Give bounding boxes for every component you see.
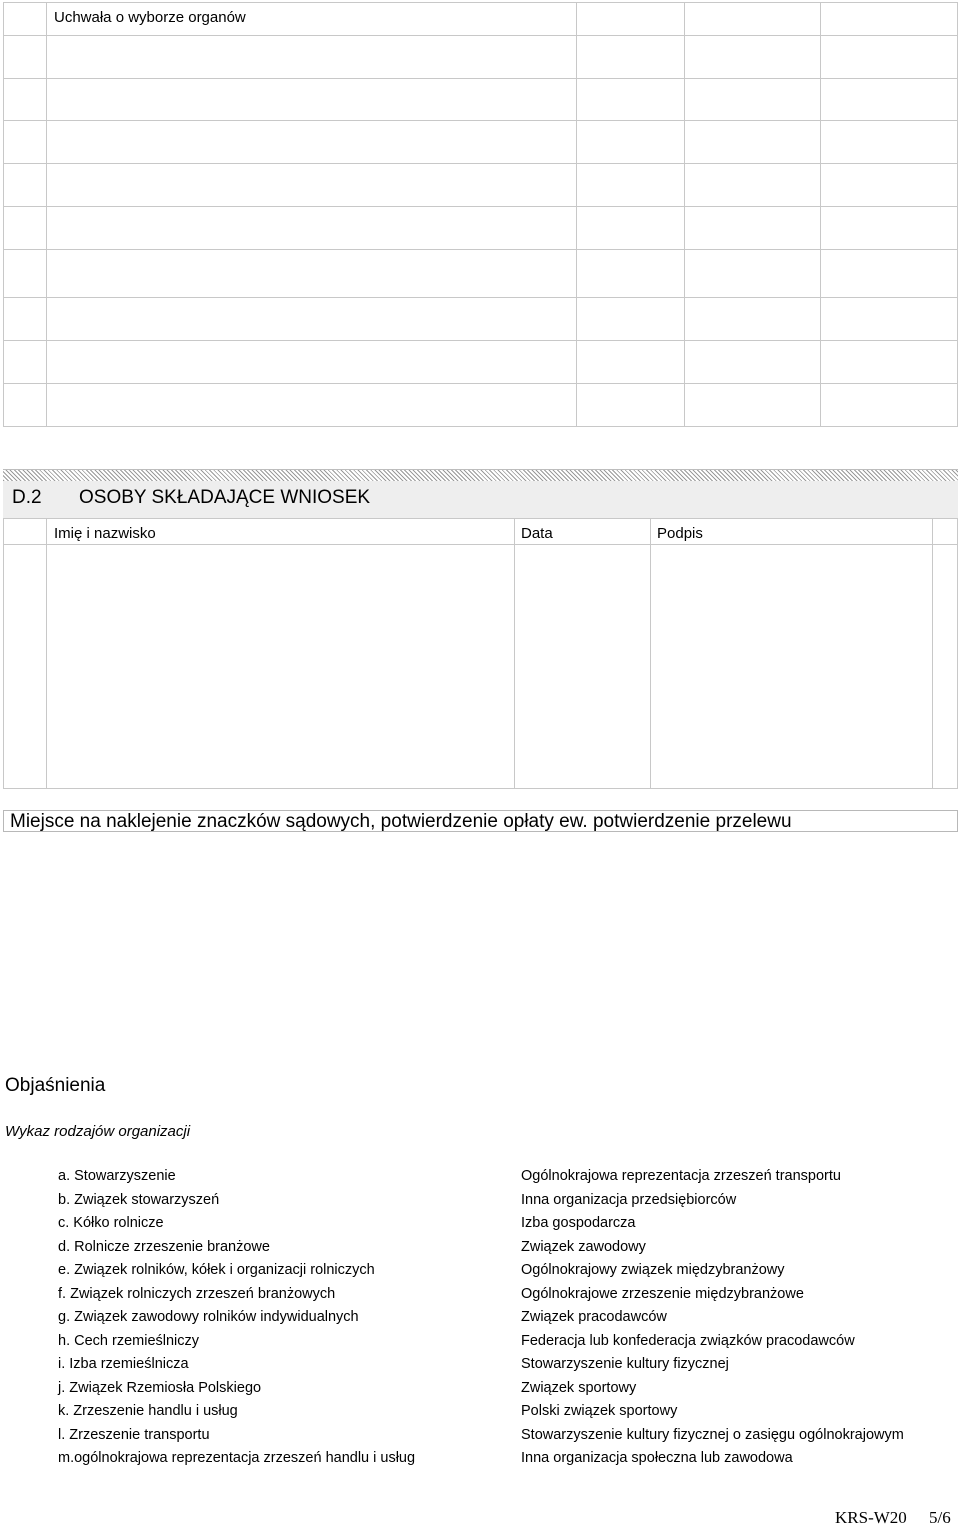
list-item: f. Związek rolniczych zrzeszeń branżowych: [58, 1285, 336, 1302]
applicant-name-field[interactable]: [47, 545, 513, 788]
list-item: h. Cech rzemieślniczy: [58, 1332, 200, 1349]
list-item: c. Kółko rolnicze: [58, 1215, 164, 1231]
resolution-table-row[interactable]: [3, 249, 958, 250]
organization-types-left-list: [58, 1165, 415, 1471]
list-item: m.ogólnokrajowa reprezentacja zrzeszeń handlu i usług: [58, 1450, 416, 1466]
list-item: Związek zawodowy: [521, 1238, 646, 1255]
list-item: Izba gospodarcza: [521, 1215, 636, 1231]
form-code: KRS-W20: [835, 1508, 907, 1527]
list-item: Stowarzyszenie kultury fizycznej o zasięgu ogólnokrajowym: [521, 1426, 904, 1443]
resolution-table-row[interactable]: [3, 206, 958, 207]
list-item: l. Zrzeszenie transportu: [58, 1426, 210, 1443]
organization-types-right-list: [521, 1165, 904, 1471]
column-signature: Podpis: [657, 525, 703, 542]
explanations-heading: Objaśnienia: [5, 1075, 106, 1096]
resolution-table: [3, 2, 958, 427]
list-item: g. Związek zawodowy rolników indywidualnych: [58, 1309, 359, 1325]
resolution-table-divider: [684, 2, 685, 427]
organization-types-subheading: Wykaz rodzajów organizacji: [5, 1123, 191, 1140]
section-d2-number: D.2: [12, 487, 42, 508]
resolution-table-divider: [46, 2, 47, 427]
list-item: Polski związek sportowy: [521, 1403, 678, 1419]
applicant-signature-field[interactable]: [651, 545, 931, 788]
list-item: Federacja lub konfederacja związków pracodawców: [521, 1332, 855, 1349]
resolution-table-row[interactable]: [3, 78, 958, 79]
resolution-table-row[interactable]: [3, 297, 958, 298]
resolution-table-row[interactable]: [3, 120, 958, 121]
fee-stamp-label: Miejsce na naklejenie znaczków sądowych, potwierdzenie opłaty ew. potwierdzenie przelewu: [10, 811, 792, 832]
resolution-table-title: Uchwała o wyborze organów: [54, 9, 246, 26]
list-item: i. Izba rzemieślnicza: [58, 1356, 189, 1372]
list-item: j. Związek Rzemiosła Polskiego: [58, 1379, 262, 1396]
list-item: a. Stowarzyszenie: [58, 1168, 176, 1184]
resolution-table-row[interactable]: [3, 340, 958, 341]
resolution-table-row[interactable]: [3, 163, 958, 164]
list-item: k. Zrzeszenie handlu i usług: [58, 1403, 238, 1419]
applicant-date-field[interactable]: [515, 545, 649, 788]
list-item: b. Związek stowarzyszeń: [58, 1191, 220, 1208]
column-name: Imię i nazwisko: [54, 525, 156, 542]
list-item: Inna organizacja przedsiębiorców: [521, 1191, 737, 1208]
resolution-table-row[interactable]: [3, 35, 958, 36]
column-date: Data: [521, 525, 553, 542]
list-item: Związek pracodawców: [521, 1309, 667, 1325]
list-item: Ogólnokrajowe zrzeszenie międzybranżowe: [521, 1285, 804, 1302]
resolution-table-divider: [576, 2, 577, 427]
list-item: d. Rolnicze zrzeszenie branżowe: [58, 1238, 270, 1255]
resolution-table-divider: [820, 2, 821, 427]
list-item: Inna organizacja społeczna lub zawodowa: [521, 1450, 793, 1466]
list-item: Związek sportowy: [521, 1379, 637, 1396]
list-item: Ogólnokrajowy związek międzybranżowy: [521, 1262, 785, 1278]
applicants-table-divider: [932, 519, 933, 789]
list-item: Stowarzyszenie kultury fizycznej: [521, 1356, 729, 1372]
page-number: 5/6: [929, 1508, 951, 1527]
list-item: Ogólnokrajowa reprezentacja zrzeszeń transportu: [521, 1168, 841, 1184]
list-item: e. Związek rolników, kółek i organizacji rolniczych: [58, 1262, 375, 1278]
resolution-table-row[interactable]: [3, 383, 958, 384]
section-d2-title: OSOBY SKŁADAJĄCE WNIOSEK: [79, 487, 371, 508]
